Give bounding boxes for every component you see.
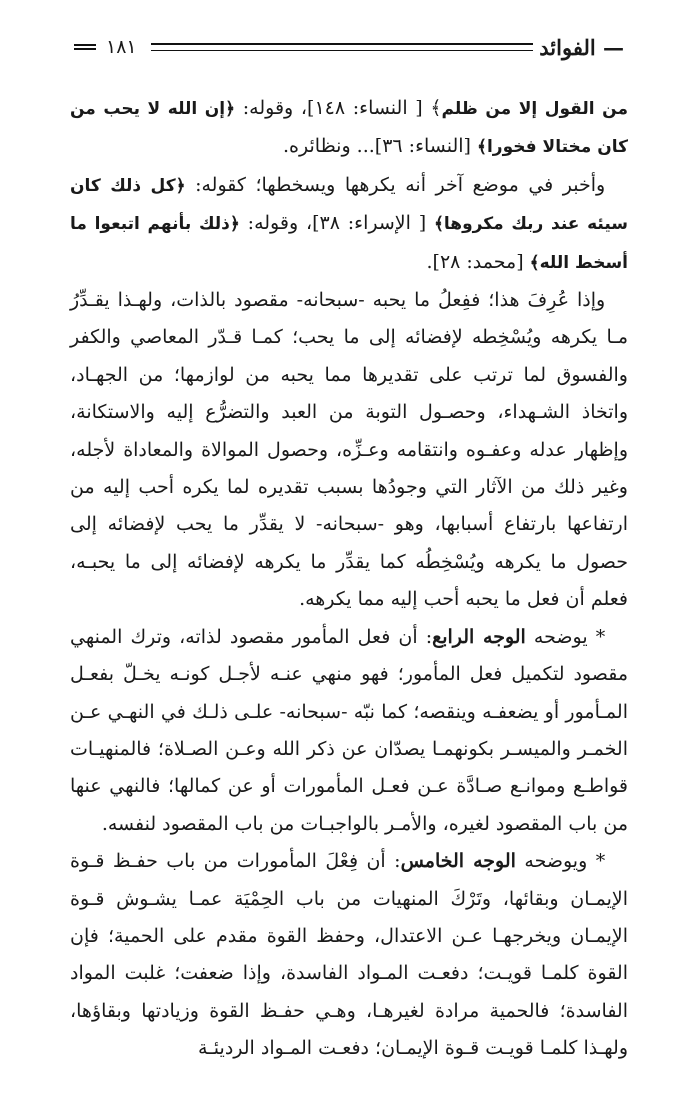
body-text: وأخبر في موضع آخر أنه يكرهها ويسخطها؛ كقوله:	[185, 173, 606, 196]
page-number: ١٨١	[106, 36, 137, 58]
citation-text: [النساء: ٣٦]... ونظائره.	[283, 135, 477, 158]
running-header	[74, 30, 624, 64]
bullet-lead: * ويوضحه	[515, 850, 606, 873]
page-body	[70, 90, 628, 1068]
running-title: — الفوائد	[539, 34, 624, 60]
quran-quote: ﴿ذلك بأنهم اتبعوا ما أسخط الله﴾	[70, 214, 628, 273]
header-ornament-left	[74, 44, 96, 50]
quran-quote: من القول إلا من ظلم	[441, 99, 628, 119]
paragraph-2	[70, 167, 628, 282]
quran-quote: ﴿كل ذلك كان سيئه عند ربك مكروها﴾	[70, 175, 629, 235]
paragraph-5	[70, 843, 628, 1067]
section-heading: الوجه الخامس	[400, 850, 516, 873]
section-heading: الوجه الرابع	[432, 625, 526, 648]
paragraph-4	[70, 619, 628, 843]
paragraph-3: وإذا عُرِفَ هذا؛ ففِعلُ ما يحبه -سبحانه- مقصود بالذات، ولهـذا يقـدِّرُ مـا يكرهه ويُسْخِطه لإفضائه إلى ما يحب؛ كمـا قـدّر المعاصي والكفر والفسوق لما ترتب على تقديرها مما يحبه من لوازمها؛ من الجهـاد، واتخاذ الشـهداء، وحصـول التوبة من العبد والتضرُّع إليه والاستكانة، وإظهار عدله وعفـوه وانتقامه وعـزِّه، وحصول الموالاة والمعاداة لأجله، وغير ذلك من الآثار التي وجودُها بسبب تقديره لما يكره أحب إليه من ارتفاعها بارتفاع أسبابها، وهو -سبحانه- لا يقدِّر ما يحب لإفضائه إلى حصول ما يكرهه ويُسْخِطُه كما يقدِّر ما يكرهه لإفضائه إلى ما يحبـه، فعلم أن فعل ما يحبه أحب إليه مما يكرهه.	[70, 289, 628, 611]
body-text: : أن فِعْلَ المأمورات من باب حفـظ قـوة الإيمـان وبقائها، وتَرْكَ المنهيات من باب الحِمْيَة عمـا يشـوش قـوة الإيمـان ويخرجهـا عـن الاعتدال، وحفظ القوة مقدم على الحمية؛ فإن القوة كلمـا قويـت؛ دفعـت المـواد الفاسدة، وإذا ضعفت؛ غلبت المواد الفاسدة؛ فالحمية مرادة لغيرهـا، وهـي حفـظ القوة وزيادتها وبقاؤها، ولهـذا كلمـا قويـت قـوة الإيمـان؛ دفعـت المـواد الرديئـة	[70, 850, 628, 1060]
citation-text: [محمد: ٢٨].	[426, 250, 530, 273]
bullet-lead: * يوضحه	[525, 625, 606, 648]
citation-text: [ الإسراء: ٣٨]، وقوله:	[239, 212, 434, 235]
citation-text: ﴾ [ النساء: ١٤٨]، وقوله:	[235, 97, 442, 119]
quran-quote: ﴿إن الله لا يحب من كان مختالا فخورا﴾	[70, 99, 628, 158]
body-text: : أن فعل المأمور مقصود لذاته، وترك المنهي مقصود لتكميل فعل المأمور؛ فهو منهي عنـه لأجـل كونـه يخـلّ بفعـل المـأمور أو يضعفـه وينقصه؛ كما نبّه -سبحانه- علـى ذلـك في النهـي عـن الخمـر والميسـر بكونهمـا يصدّان عن ذكر الله وعـن الصـلاة؛ فالمنهيـات قواطـع وموانـع صـادَّة عـن فعـل المأمورات أو عن كمالها؛ فالنهي عنها من باب المقصود لغيره، والأمـر بالواجبـات من باب المقصود لنفسه.	[70, 625, 628, 835]
header-rule	[151, 43, 534, 51]
paragraph-1	[70, 90, 628, 167]
